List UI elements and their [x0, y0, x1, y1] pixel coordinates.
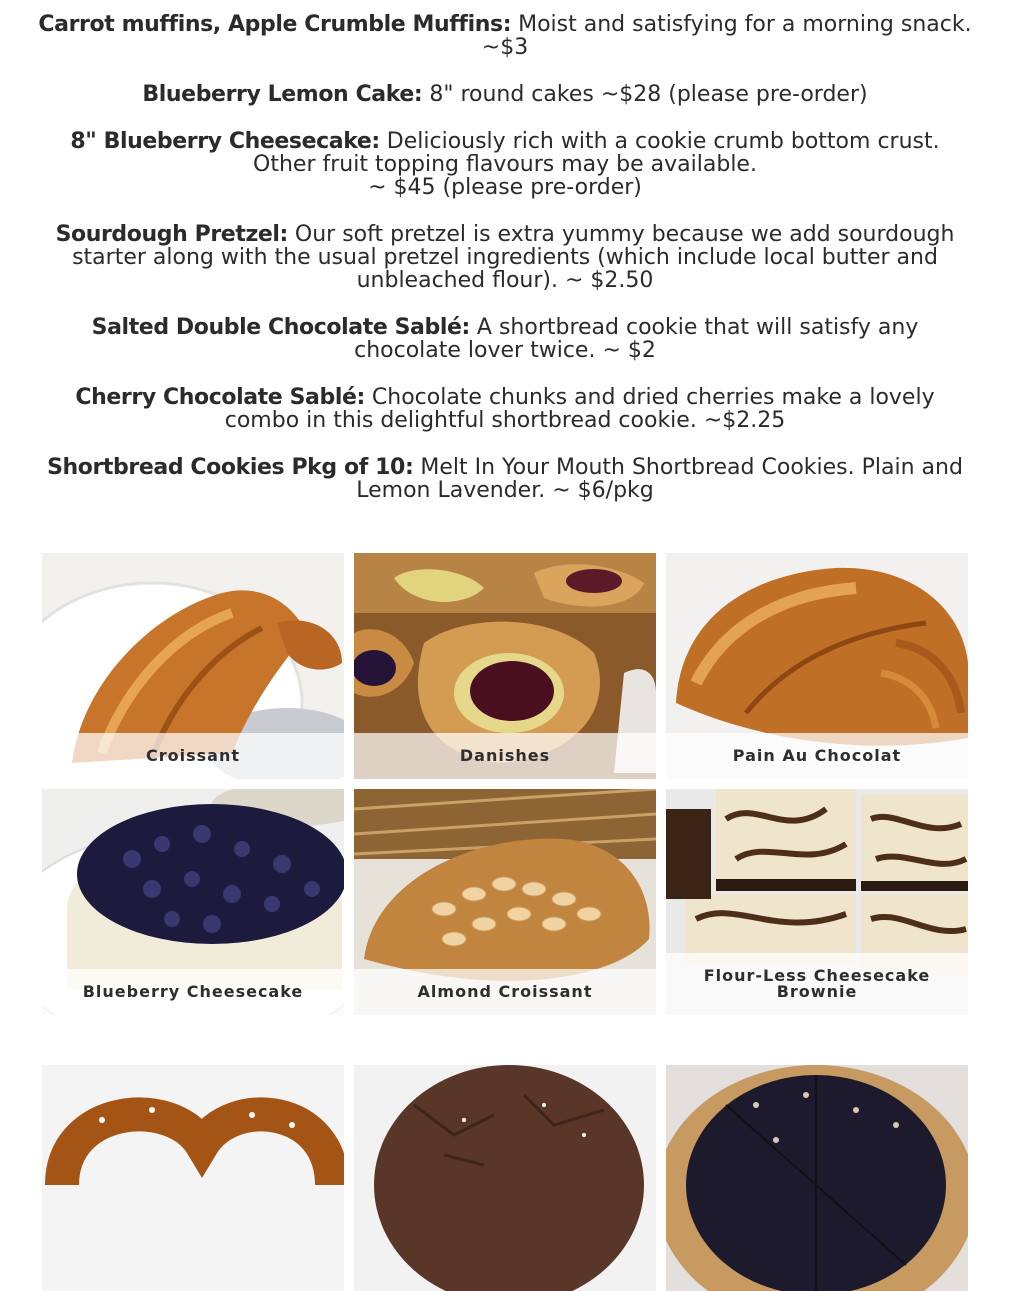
gallery-grid — [42, 553, 968, 1015]
menu-item-desc: Chocolate chunks and dried cherries make a lovely combo in this delightful shortbread cookie. ~$2.25 — [224, 385, 935, 433]
pretzel-photo — [42, 1065, 344, 1291]
menu-item-desc: Deliciously rich with a cookie crumb bottom crust. Other fruit topping flavours may be available. — [253, 129, 940, 177]
gallery-tile-chocolate-sable[interactable] — [354, 1065, 656, 1291]
menu-item-name: Shortbread Cookies Pkg of 10: — [47, 455, 414, 480]
gallery-tile-croissant[interactable] — [42, 553, 344, 779]
menu-item-name: Sourdough Pretzel: — [55, 222, 288, 247]
gallery-grid-next-row — [42, 1065, 968, 1291]
menu-item-desc: A shortbread cookie that will satisfy any chocolate lover twice. ~ $2 — [354, 315, 919, 363]
menu-item-desc: Moist and satisfying for a morning snack. ~$3 — [481, 12, 972, 60]
menu-item-name: Salted Double Chocolate Sablé: — [91, 315, 470, 340]
menu-item-desc: 8" round cakes ~$28 (please pre-order) — [429, 82, 868, 107]
gallery-tile-cheesecake-brownie[interactable] — [666, 789, 968, 1015]
gallery-tile-pain-au-chocolat[interactable] — [666, 553, 968, 779]
gallery-tile-almond-croissant[interactable] — [354, 789, 656, 1015]
menu-item-name: 8" Blueberry Cheesecake: — [70, 129, 380, 154]
gallery-tile-blueberry-cheesecake[interactable] — [42, 789, 344, 1015]
tile-caption: Croissant — [42, 733, 344, 779]
gallery-tile-blueberry-cake[interactable] — [666, 1065, 968, 1291]
menu-item-desc: Melt In Your Mouth Shortbread Cookies. Plain and Lemon Lavender. ~ $6/pkg — [356, 455, 963, 503]
menu-item-desc: Our soft pretzel is extra yummy because we add sourdough starter along with the usual pretzel ingredients (which include local butter and unbleached flour). ~ $2.50 — [72, 222, 955, 293]
gallery-tile-danishes[interactable] — [354, 553, 656, 779]
menu-item — [0, 83, 1010, 106]
gallery-tile-pretzel[interactable] — [42, 1065, 344, 1291]
menu-item — [0, 316, 1010, 362]
blueberry-cake-photo — [666, 1065, 968, 1291]
tile-caption: Blueberry Cheesecake — [42, 969, 344, 1015]
tile-caption: Almond Croissant — [354, 969, 656, 1015]
menu-item — [0, 223, 1010, 292]
tile-caption: Danishes — [354, 733, 656, 779]
menu-item — [0, 386, 1010, 432]
menu-item — [0, 130, 1010, 199]
menu-list — [0, 0, 1010, 502]
menu-item — [0, 456, 1010, 502]
chocolate-cookie-photo — [354, 1065, 656, 1291]
menu-item-name: Blueberry Lemon Cake: — [142, 82, 423, 107]
tile-caption: Flour-Less Cheesecake Brownie — [666, 953, 968, 1015]
menu-item-price: ~ $45 (please pre-order) — [368, 175, 642, 200]
menu-item — [0, 13, 1010, 59]
tile-caption: Pain Au Chocolat — [666, 733, 968, 779]
menu-item-name: Cherry Chocolate Sablé: — [75, 385, 365, 410]
menu-item-name: Carrot muffins, Apple Crumble Muffins: — [38, 12, 512, 37]
